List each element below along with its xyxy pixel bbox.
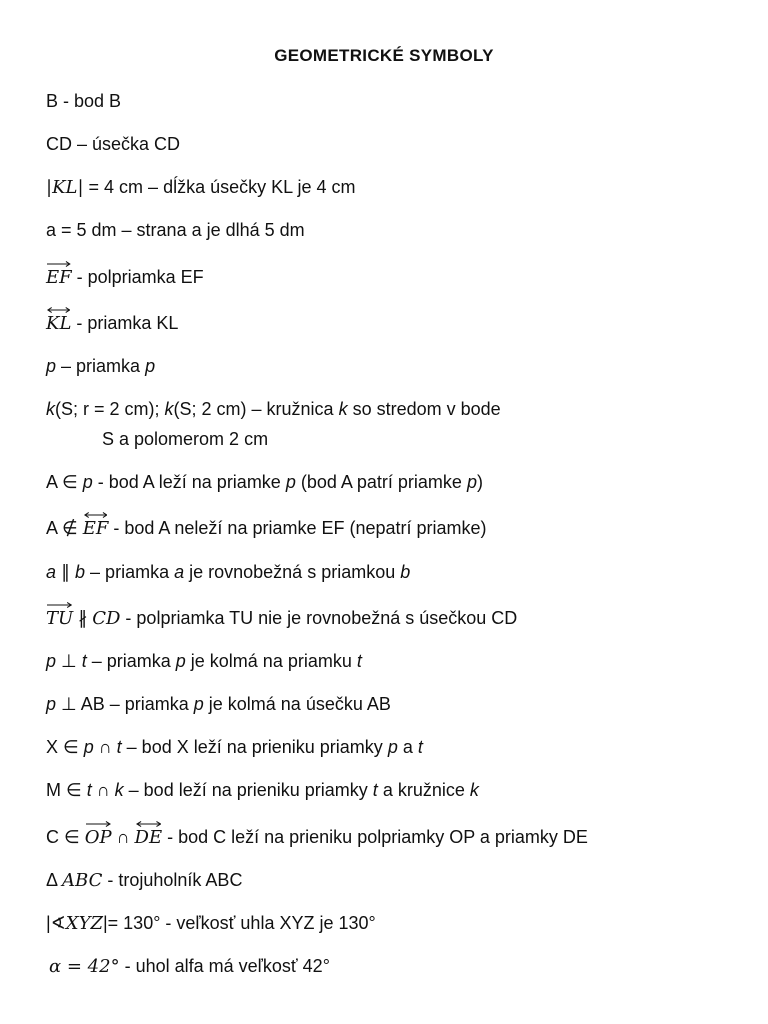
list-item: A ∈ p - bod A leží na priamke p (bod A patrí priamke p) <box>46 472 483 492</box>
list-item: |∢XYZ|= 130° - veľkosť uhla XYZ je 130° <box>46 913 376 934</box>
list-item: k(S; r = 2 cm); k(S; 2 cm) – kružnica k so stredom v bode <box>46 399 501 419</box>
list-item: TU ∦ CD - polpriamka TU nie je rovnobežná s úsečkou CD <box>46 607 517 630</box>
double-arrow-icon <box>136 821 162 827</box>
list-item: C ∈ OP ∩ DE - bod C leží na prieniku polpriamky OP a priamky DE <box>46 826 588 849</box>
math-symbol: EF <box>83 518 109 540</box>
list-item: α = 42° - uhol alfa má veľkosť 42° <box>49 956 330 977</box>
list-item <box>46 219 305 241</box>
list-item: Δ ABC - trojuholník ABC <box>46 870 243 891</box>
list-item: A ∉ EF - bod A neleží na priamke EF (nepatrí priamke) <box>46 517 487 540</box>
list-item <box>46 312 178 335</box>
double-arrow-icon <box>47 307 70 313</box>
line-text: - polpriamka EF <box>71 267 204 287</box>
list-item: p ⊥ t – priamka p je kolmá na priamku t <box>46 651 362 671</box>
list-item-continuation: S a polomerom 2 cm <box>102 429 269 449</box>
line-text: B - bod B <box>46 91 122 111</box>
page-title: GEOMETRICKÉ SYMBOLY <box>274 46 494 65</box>
list-item <box>46 266 204 289</box>
line-text: CD – úsečka CD <box>46 134 181 154</box>
list-item: M ∈ t ∩ k – bod leží na prieniku priamky t a kružnice k <box>46 780 479 800</box>
line-text: - priamka KL <box>71 313 179 333</box>
right-arrow-icon <box>86 821 111 827</box>
list-item <box>46 176 355 199</box>
line-text: a = 5 dm – strana a je dlhá 5 dm <box>46 220 305 240</box>
math-symbol: DE <box>135 827 163 849</box>
list-item: a ∥ b – priamka a je rovnobežná s priamkou b <box>46 562 411 582</box>
math-symbol: KL <box>46 313 71 335</box>
list-item: p ⊥ AB – priamka p je kolmá na úsečku AB <box>46 694 391 714</box>
math-symbol: OP <box>85 827 112 849</box>
list-item <box>46 90 121 112</box>
list-item: p – priamka p <box>46 356 156 376</box>
double-arrow-icon <box>84 512 108 518</box>
math-symbol: TU <box>46 608 73 630</box>
right-arrow-icon <box>47 261 71 267</box>
right-arrow-icon <box>47 602 72 608</box>
list-item <box>46 133 180 155</box>
math-symbol: |KL| <box>46 177 84 198</box>
list-item: X ∈ p ∩ t – bod X leží na prieniku priamky p a t <box>46 737 423 757</box>
math-symbol: EF <box>46 267 72 289</box>
line-text: = 4 cm – dĺžka úsečky KL je 4 cm <box>83 177 356 197</box>
